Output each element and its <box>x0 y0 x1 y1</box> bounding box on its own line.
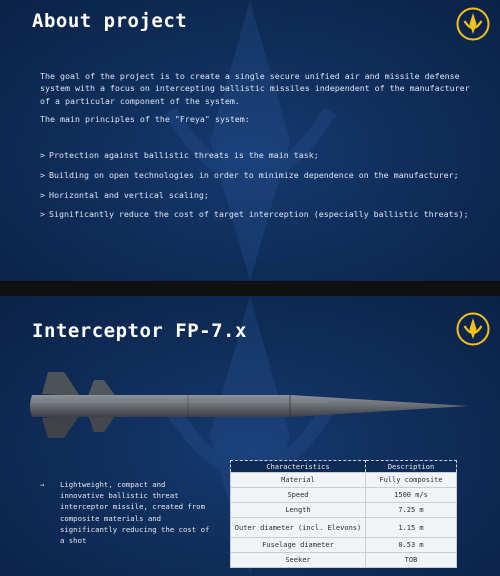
table-cell: Length <box>231 503 366 518</box>
column-header: Characteristics <box>231 461 366 473</box>
table-cell: Seeker <box>231 553 366 568</box>
freya-logo-icon <box>456 7 490 41</box>
table-cell: Fuselage diameter <box>231 538 366 553</box>
about-project-slide <box>0 0 500 281</box>
chevron-right-icon: > <box>40 150 45 161</box>
table-row <box>231 518 457 538</box>
description-text: Lightweight, compact and innovative ballistic threat interceptor missile, created from composite materials and significantly reducing the cost of a shot <box>60 480 210 546</box>
table-cell: 7.25 m <box>366 503 457 518</box>
list-item <box>40 149 470 161</box>
page-title: About project <box>32 10 188 32</box>
table-header-row <box>231 461 457 473</box>
column-header: Description <box>366 461 457 473</box>
chevron-right-icon: > <box>40 170 45 180</box>
principle-text: Significantly reduce the cost of target interception (especially ballistic threats); <box>49 209 469 220</box>
table-cell: 0.53 m <box>366 538 457 553</box>
page-title: Interceptor FP-7.x <box>32 320 247 342</box>
principle-text: Horizontal and vertical scaling; <box>49 189 209 200</box>
table-row <box>231 503 457 518</box>
list-item <box>40 169 470 181</box>
interceptor-missile-image <box>28 366 472 446</box>
table-row <box>231 473 457 488</box>
chevron-right-icon: > <box>40 209 45 220</box>
table-cell: TOB <box>366 553 457 568</box>
freya-logo-icon <box>456 312 490 346</box>
table-row <box>231 488 457 503</box>
table-cell: 1.15 m <box>366 518 457 538</box>
interceptor-slide <box>0 296 500 576</box>
table-cell: 1500 m/s <box>366 488 457 503</box>
principles-heading: The main principles of the "Freya" system: <box>40 114 250 124</box>
principle-text: Protection against ballistic threats is the main task; <box>49 150 319 161</box>
table-cell: Speed <box>231 488 366 503</box>
table-cell: Outer diameter (incl. Elevons) <box>231 518 366 538</box>
list-item <box>40 208 470 220</box>
chevron-right-icon: > <box>40 189 45 200</box>
principle-text: Building on open technologies in order to minimize dependence on the manufacturer; <box>49 170 459 180</box>
list-item <box>40 189 470 201</box>
interceptor-description <box>40 479 210 546</box>
table-cell: Material <box>231 473 366 488</box>
table-cell: Fully composite <box>366 473 457 488</box>
characteristics-table <box>230 460 457 568</box>
principles-list <box>40 149 470 220</box>
about-text <box>40 70 470 228</box>
table-row <box>231 538 457 553</box>
arrow-right-icon: → <box>40 480 45 489</box>
table-row <box>231 553 457 568</box>
project-goal-text: The goal of the project is to create a single secure unified air and missile defense system with a focus on intercepting ballistic missiles independent of the manufacturer of a particular component of the system. <box>40 71 470 106</box>
